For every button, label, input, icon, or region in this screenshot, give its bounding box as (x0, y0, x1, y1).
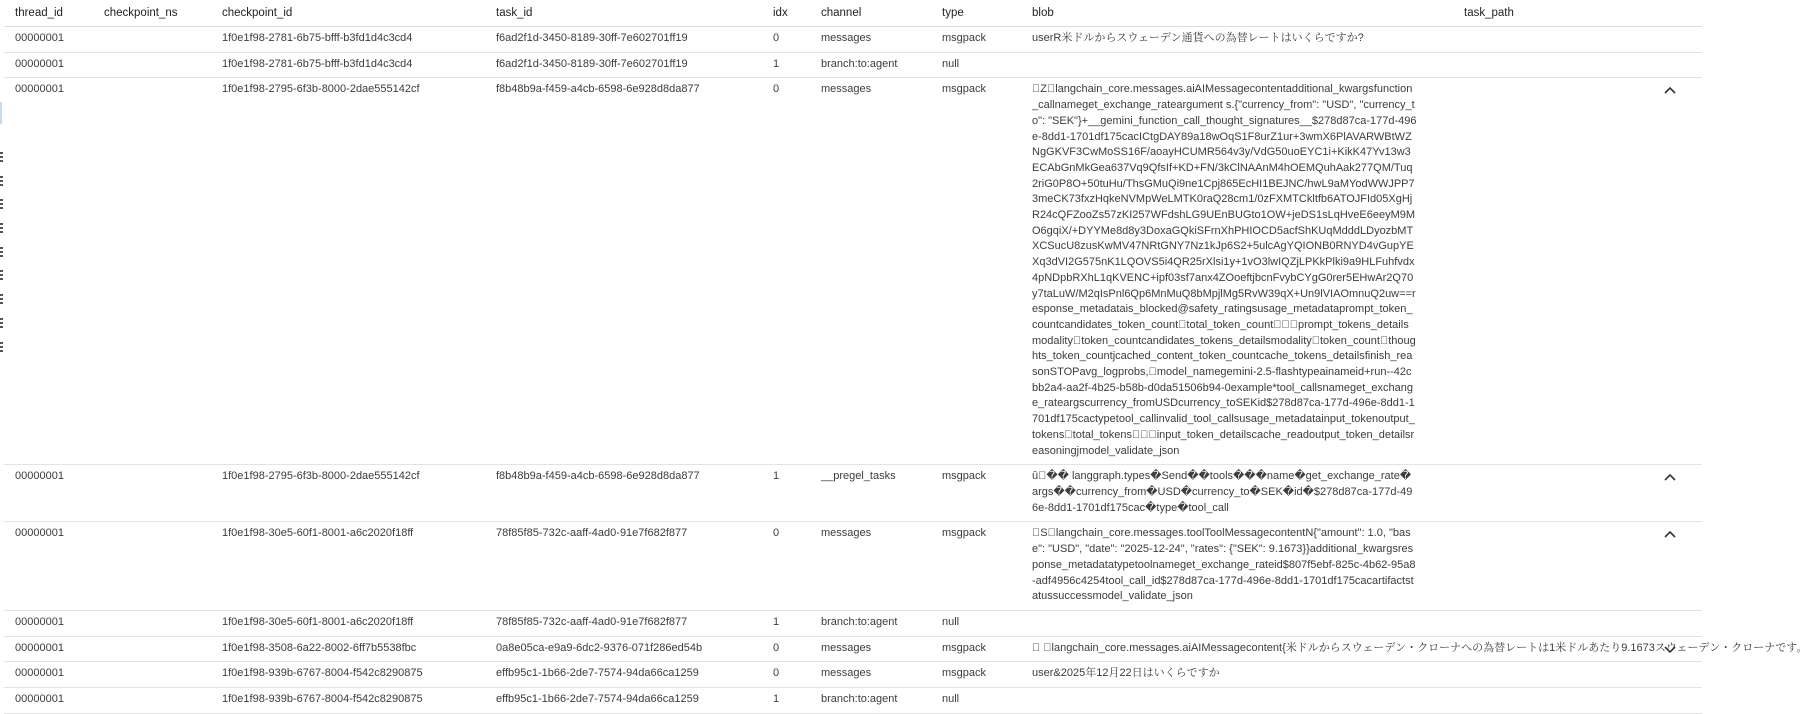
cell-channel: __pregel_tasks (810, 465, 931, 522)
cell-thread-id: 00000001 (4, 610, 93, 636)
cell-type: null (931, 688, 1021, 714)
cell-task-id: f8b48b9a-f459-a4cb-6598-6e928d8da877 (485, 465, 762, 522)
cell-task-id: 0a8e05ca-e9a9-6dc2-9376-071f286ed54b (485, 636, 762, 662)
cell-checkpoint-id: 1f0e1f98-2795-6f3b-8000-2dae555142cf (211, 78, 485, 465)
checkpoint-writes-table (4, 0, 1807, 714)
drag-handle-icon[interactable] (0, 223, 3, 233)
col-header-task-id[interactable]: task_id (485, 0, 762, 27)
drag-handle-icon[interactable] (0, 294, 3, 304)
cell-channel: messages (810, 27, 931, 53)
cell-idx: 1 (762, 688, 810, 714)
table-row[interactable] (4, 610, 1702, 636)
cell-blob:  S langchain_core.messages.toolToolMessagecontentN{"amount": 1.0, "base": "USD", "date": "2025-12-24", "rates": {"SEK": 9.1673}}additional_kwargsresponse_metadatatypetoolnameget_exchange_rateid$807f5ebf-825c-4b62-95a8-adf4956c4254tool_call_id$278d87ca-177d-496e-8dd1-1701df175cacartifactstatussuccessmodel_validate_json (1021, 522, 1453, 611)
cell-task-id: effb95c1-1b66-2de7-7574-94da66ca1259 (485, 688, 762, 714)
table-row[interactable] (4, 636, 1702, 662)
cell-checkpoint-ns (93, 636, 211, 662)
drag-handle-icon[interactable] (0, 270, 3, 280)
drag-handle-icon[interactable] (0, 342, 3, 352)
cell-checkpoint-id: 1f0e1f98-2795-6f3b-8000-2dae555142cf (211, 465, 485, 522)
col-header-thread-id[interactable]: thread_id (4, 0, 93, 27)
cell-type: msgpack (931, 522, 1021, 611)
cell-idx: 0 (762, 27, 810, 53)
drag-handle-icon[interactable] (0, 318, 3, 328)
drag-handle-icon[interactable] (0, 247, 3, 257)
cell-task-path (1453, 52, 1702, 78)
table-row[interactable] (4, 465, 1702, 522)
cell-blob: user&2025年12月22日はいくらですか (1021, 662, 1453, 688)
cell-task-id: effb95c1-1b66-2de7-7574-94da66ca1259 (485, 662, 762, 688)
cell-blob:  Z langchain_core.messages.aiAIMessagecontentadditional_kwargsfunction_callnameget_exchange_rateargument s.{"currency_from": "USD", "currency_to": "SEK"}+__gemini_function_call_thought_signatures__$278d87ca-177d-496e-8dd1-1701df175cacICtgDAY89a18wOqS1F8urZ1ur+3wmX6PlAVARWBtWZNgGKVF3CwMoSS16F/aoayHCUMR564v3y/VdG50uoEYC1i+KikK47Yv13w3ECAbGnMkGea637Vq9QfsIf+KD+FN/3kClNAAnM4hOEMQuhAak277QM/Tuq2riG0P8O+50tuHu/ThsGMuQi9ne1Cpj865EcHI1BEJNC/hwL9aMYodWWJPP73meCK73fxzHqkeNVMpWeLMTK0raQ28cm1/0zFXMTCkltfb6ATOJFId05XgHjR24cQFZooZs57zKI257WFdshLG9UEnBUGto1OW+jeDS1sLqHveE6eeyM9MO6gqiX/+DYYMe8d8y3DoxaGQkiSFrnXhPHIOCD5acfShKUqMdddLDyozbMTXCSucU8zusKwMV47NRtGNY7Nz1kJp6S2+5ulcAgYQIONB0RNYD4vGupYEXq3dVI2G575nK1LQOVS5i4QR25rXlsi1y+1vO3lwIQZjLPKkPlki9a9HLFuhfvdx4pNDpbRXhL1qKVENC+ipf03sf7anx4ZOoeftjbcnFvybCYgG0rer5EHwAr2Q70y7taLuW/M2qIsPnl6Qp6MnMuQ8bMpjlMg5RvW39qX+Un9lVIAOmnuQ2uw==response_metadatais_blocked@safety_ratingsusage_metadataprompt_token_countcandidates_token_count total_token_count   prompt_tokens_detailsmodality token_countcandidates_tokens_detailsmodality token_count thoughts_token_countjcached_content_token_countcache_tokens_detailsfinish_reasonSTOPavg_logprobs, model_namegemini-2.5-flashtypeainameid+run--42cbb2a4-aa2f-4b25-b58b-d0da51506b94-0example*tool_callsnameget_exchange_rateargscurrency_fromUSDcurrency_toSEKid$278d87ca-177d-496e-8dd1-1701df175cactypetool_callinvalid_tool_callsusage_metadatainput_tokenoutput_tokens total_tokens   input_token_detailscache_readoutput_token_detailsreasoningjmodel_validate_json (1021, 78, 1453, 465)
cell-channel: messages (810, 78, 931, 465)
cell-type: msgpack (931, 27, 1021, 53)
collapse-chevron-up-icon[interactable] (1662, 471, 1678, 483)
cell-type: msgpack (931, 78, 1021, 465)
cell-checkpoint-id: 1f0e1f98-30e5-60f1-8001-a6c2020f18ff (211, 610, 485, 636)
cell-blob:    langchain_core.messages.aiAIMessagecontent{米ドルからスウェーデン・クローナへの為替レートは1米ドルあたり9.1673スウェーデン・クローナです。 (1021, 636, 1453, 662)
expand-chevron-down-icon[interactable] (1662, 643, 1678, 655)
cell-task-path (1453, 78, 1702, 465)
cell-idx: 0 (762, 78, 810, 465)
cell-channel: branch:to:agent (810, 52, 931, 78)
cell-blob (1021, 688, 1453, 714)
cell-checkpoint-ns (93, 78, 211, 465)
cell-checkpoint-id: 1f0e1f98-3508-6a22-8002-6ff7b5538fbc (211, 636, 485, 662)
cell-thread-id: 00000001 (4, 52, 93, 78)
cell-type: msgpack (931, 662, 1021, 688)
cell-checkpoint-id: 1f0e1f98-939b-6767-8004-f542c8290875 (211, 688, 485, 714)
cell-checkpoint-ns (93, 465, 211, 522)
col-header-checkpoint-ns[interactable]: checkpoint_ns (93, 0, 211, 27)
cell-task-path (1453, 662, 1702, 688)
cell-task-path (1453, 27, 1702, 53)
cell-checkpoint-ns (93, 27, 211, 53)
cell-thread-id: 00000001 (4, 636, 93, 662)
cell-type: null (931, 52, 1021, 78)
cell-task-path (1453, 610, 1702, 636)
cell-blob: userR米ドルからスウェーデン通貨への為替レートはいくらですか? (1021, 27, 1453, 53)
cell-blob: û �� langgraph.types�Send��tools���name�get_exchange_rate�args��currency_from�USD�currency_to�SEK�id�$278d87ca-177d-496e-8dd1-1701df175cac�type�tool_call (1021, 465, 1453, 522)
cell-task-id: 78f85f85-732c-aaff-4ad0-91e7f682f877 (485, 610, 762, 636)
cell-channel: branch:to:agent (810, 688, 931, 714)
cell-task-path (1453, 688, 1702, 714)
cell-checkpoint-id: 1f0e1f98-939b-6767-8004-f542c8290875 (211, 662, 485, 688)
cell-type: msgpack (931, 636, 1021, 662)
cell-type: msgpack (931, 465, 1021, 522)
col-header-task-path[interactable]: task_path (1453, 0, 1702, 27)
table-row[interactable] (4, 78, 1702, 465)
cell-checkpoint-id: 1f0e1f98-2781-6b75-bfff-b3fd1d4c3cd4 (211, 27, 485, 53)
col-header-idx[interactable]: idx (762, 0, 810, 27)
drag-handle-icon[interactable] (0, 152, 3, 162)
cell-thread-id: 00000001 (4, 465, 93, 522)
drag-handle-icon[interactable] (0, 199, 3, 209)
table-header-row (4, 0, 1702, 27)
cell-thread-id: 00000001 (4, 27, 93, 53)
col-header-channel[interactable]: channel (810, 0, 931, 27)
table-row[interactable] (4, 52, 1702, 78)
drag-handle-icon[interactable] (0, 176, 3, 186)
cell-checkpoint-id: 1f0e1f98-30e5-60f1-8001-a6c2020f18ff (211, 522, 485, 611)
cell-task-id: 78f85f85-732c-aaff-4ad0-91e7f682f877 (485, 522, 762, 611)
cell-task-path (1453, 636, 1702, 662)
cell-idx: 0 (762, 636, 810, 662)
cell-channel: messages (810, 636, 931, 662)
table-row[interactable] (4, 27, 1702, 53)
cell-idx: 0 (762, 522, 810, 611)
cell-idx: 1 (762, 610, 810, 636)
cell-task-path (1453, 465, 1702, 522)
collapse-chevron-up-icon[interactable] (1662, 84, 1678, 96)
cell-task-path (1453, 522, 1702, 611)
cell-thread-id: 00000001 (4, 78, 93, 465)
cell-channel: messages (810, 522, 931, 611)
cell-channel: messages (810, 662, 931, 688)
cell-task-id: f6ad2f1d-3450-8189-30ff-7e602701ff19 (485, 27, 762, 53)
col-header-type[interactable]: type (931, 0, 1021, 27)
cell-checkpoint-id: 1f0e1f98-2781-6b75-bfff-b3fd1d4c3cd4 (211, 52, 485, 78)
cell-idx: 0 (762, 662, 810, 688)
collapse-chevron-up-icon[interactable] (1662, 528, 1678, 540)
col-header-blob[interactable]: blob (1021, 0, 1453, 27)
cell-checkpoint-ns (93, 52, 211, 78)
cell-blob (1021, 52, 1453, 78)
cell-checkpoint-ns (93, 610, 211, 636)
table-row[interactable] (4, 522, 1702, 611)
cell-channel: branch:to:agent (810, 610, 931, 636)
table-row[interactable] (4, 688, 1702, 714)
row-selection-indicator (0, 102, 2, 124)
cell-checkpoint-ns (93, 662, 211, 688)
cell-type: null (931, 610, 1021, 636)
cell-thread-id: 00000001 (4, 688, 93, 714)
cell-idx: 1 (762, 465, 810, 522)
cell-blob (1021, 610, 1453, 636)
cell-thread-id: 00000001 (4, 522, 93, 611)
col-header-checkpoint-id[interactable]: checkpoint_id (211, 0, 485, 27)
cell-thread-id: 00000001 (4, 662, 93, 688)
cell-task-id: f6ad2f1d-3450-8189-30ff-7e602701ff19 (485, 52, 762, 78)
cell-idx: 1 (762, 52, 810, 78)
cell-checkpoint-ns (93, 522, 211, 611)
table-row[interactable] (4, 662, 1702, 688)
cell-task-id: f8b48b9a-f459-a4cb-6598-6e928d8da877 (485, 78, 762, 465)
cell-checkpoint-ns (93, 688, 211, 714)
